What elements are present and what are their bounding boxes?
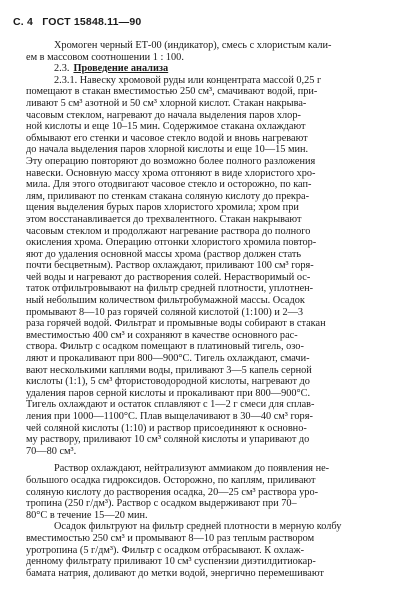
text-line: створа. Фильтр с осадком помещают в платиновый тигель, озо-: [26, 341, 304, 353]
text-line: мила. Для этого отодвигают часовое стекло и осторожно, по кап-: [26, 179, 312, 191]
text-line: окисления хрома. Операцию отгонки хлористого хромила повтор-: [26, 237, 317, 249]
text-line: ляют и прокаливают при 800—900°С. Тигель охлаждают, смачи-: [26, 353, 310, 365]
section-number: 2.3.: [54, 63, 70, 75]
document-body: [26, 40, 418, 579]
text-line: промывают 8—10 раз горячей соляной кислотой (1:100) и 2—3: [26, 306, 304, 318]
text-line: этом восстанавливается до трехвалентного. Стакан накрывают: [26, 213, 302, 225]
text-line: часовым стеклом, нагревают до начала выделения паров хлор-: [26, 109, 301, 121]
text-line: большого осадка гидроксидов. Осторожно, по каплям, приливают: [26, 474, 316, 486]
text-line: щения выделения бурых паров хлористого хромила; хром при: [26, 202, 299, 214]
text-line: навески. Основную массу хрома отгоняют в виде хлористого хро-: [26, 167, 316, 179]
text-line: чей воды и нагревают до растворения солей. Нерастворимый ос-: [26, 271, 311, 283]
text-line: соляную кислоту до растворения осадка, 20—25 см³ раствора уро-: [26, 486, 319, 498]
text-line: му раствору, приливают 10 см³ соляной кислоты и упаривают до: [26, 434, 310, 446]
paragraph: [26, 521, 418, 579]
page-header: [13, 16, 147, 28]
text-line: часовым стеклом и продолжают нагревание раствора до полного: [26, 225, 311, 237]
text-line: вместимостью 250 см³ и промывают 8—10 раз теплым раствором: [26, 532, 315, 544]
text-line: раза горячей водой. Фильтрат и промывные воды собирают в стакан: [26, 318, 326, 330]
text-line: Тигель охлаждают и остаток сплавляют с 1—2 г смеси для сплав-: [26, 399, 315, 411]
text-line: ный небольшим количеством фильтробумажной массы. Осадок: [26, 295, 305, 307]
paragraph: [26, 74, 418, 458]
section-title: Проведение анализа: [73, 63, 169, 75]
text-line: помещают в стакан вместимостью 250 см³, смачивают водой, при-: [26, 86, 318, 98]
text-line: 80°С в течение 15—20 мин.: [26, 509, 148, 521]
section-heading: [54, 63, 418, 75]
text-line: лям, приливают по стенкам стакана соляную кислоту до прекра-: [26, 190, 310, 202]
text-line: Хромоген черный ЕТ-00 (индикатор), смесь с хлористым кали-: [54, 40, 332, 51]
text-line: вают несколькими каплями воды, приливают 3—5 капель серной: [26, 364, 312, 376]
text-line: удаления паров серной кислоты и прокаливают при 800—900°С.: [26, 387, 311, 399]
text-line: бамата натрия, доливают до метки водой, энергично перемешивают: [26, 567, 324, 579]
text-line: Раствор охлаждают, нейтрализуют аммиаком до появления не-: [54, 463, 330, 475]
text-line: чей соляной кислоты (1:10) и раствор присоединяют к основно-: [26, 422, 307, 434]
text-line: Осадок фильтруют на фильтр средней плотности в мерную колбу: [54, 521, 342, 533]
text-line: ной кислоты и еще 10–15 мин. Содержимое стакана охлаждают: [26, 121, 306, 133]
text-line: кислоты (1:1), 5 см³ фтористоводородной кислоты, нагревают до: [26, 376, 310, 388]
text-line: денному фильтрату приливают 10 см³ суспензии диэтилдитиокар-: [26, 556, 316, 568]
text-line: ления при 1000—1100°С. Плав выщелачивают в 30—40 см³ горя-: [26, 411, 313, 422]
text-line: уротропина (5 г/дм³). Фильтр с осадком отбрасывают. К охлаж-: [26, 544, 304, 556]
text-line: до начала выделения паров хлорной кислоты и еще 10—15 мин.: [26, 144, 309, 156]
text-line: обмывают его стенки и часовое стекло водой и вновь нагревают: [26, 132, 308, 144]
text-line: 2.3.1. Навеску хромовой руды или концентрата массой 0,25 г: [54, 74, 322, 86]
page-number: С. 4: [13, 16, 34, 28]
text-line: почти бесцветным). Раствор охлаждают, приливают 100 см³ горя-: [26, 260, 314, 272]
standard-code: ГОСТ 15848.11—90: [42, 16, 142, 28]
text-line: вместимостью 400 см³ и сохраняют в качестве основного рас-: [26, 329, 298, 341]
text-line: Эту операцию повторяют до возможно более полного разложения: [26, 155, 316, 167]
text-line: тропина (250 г/дм³). Раствор с осадком выдерживают при 70–: [26, 498, 297, 510]
text-line: таток отфильтровывают на фильтр средней плотности, уплотнен-: [26, 283, 314, 295]
text-line: ем в массовом соотношении 1 : 100.: [26, 51, 184, 63]
text-line: 70—80 см³.: [26, 445, 77, 457]
text-line: ливают 5 см³ азотной и 50 см³ хлорной кислот. Стакан накрыва-: [26, 97, 307, 109]
paragraph: [26, 40, 418, 63]
text-line: яют до удаления основной массы хрома (раствор должен стать: [26, 248, 302, 260]
paragraph: [26, 463, 418, 521]
